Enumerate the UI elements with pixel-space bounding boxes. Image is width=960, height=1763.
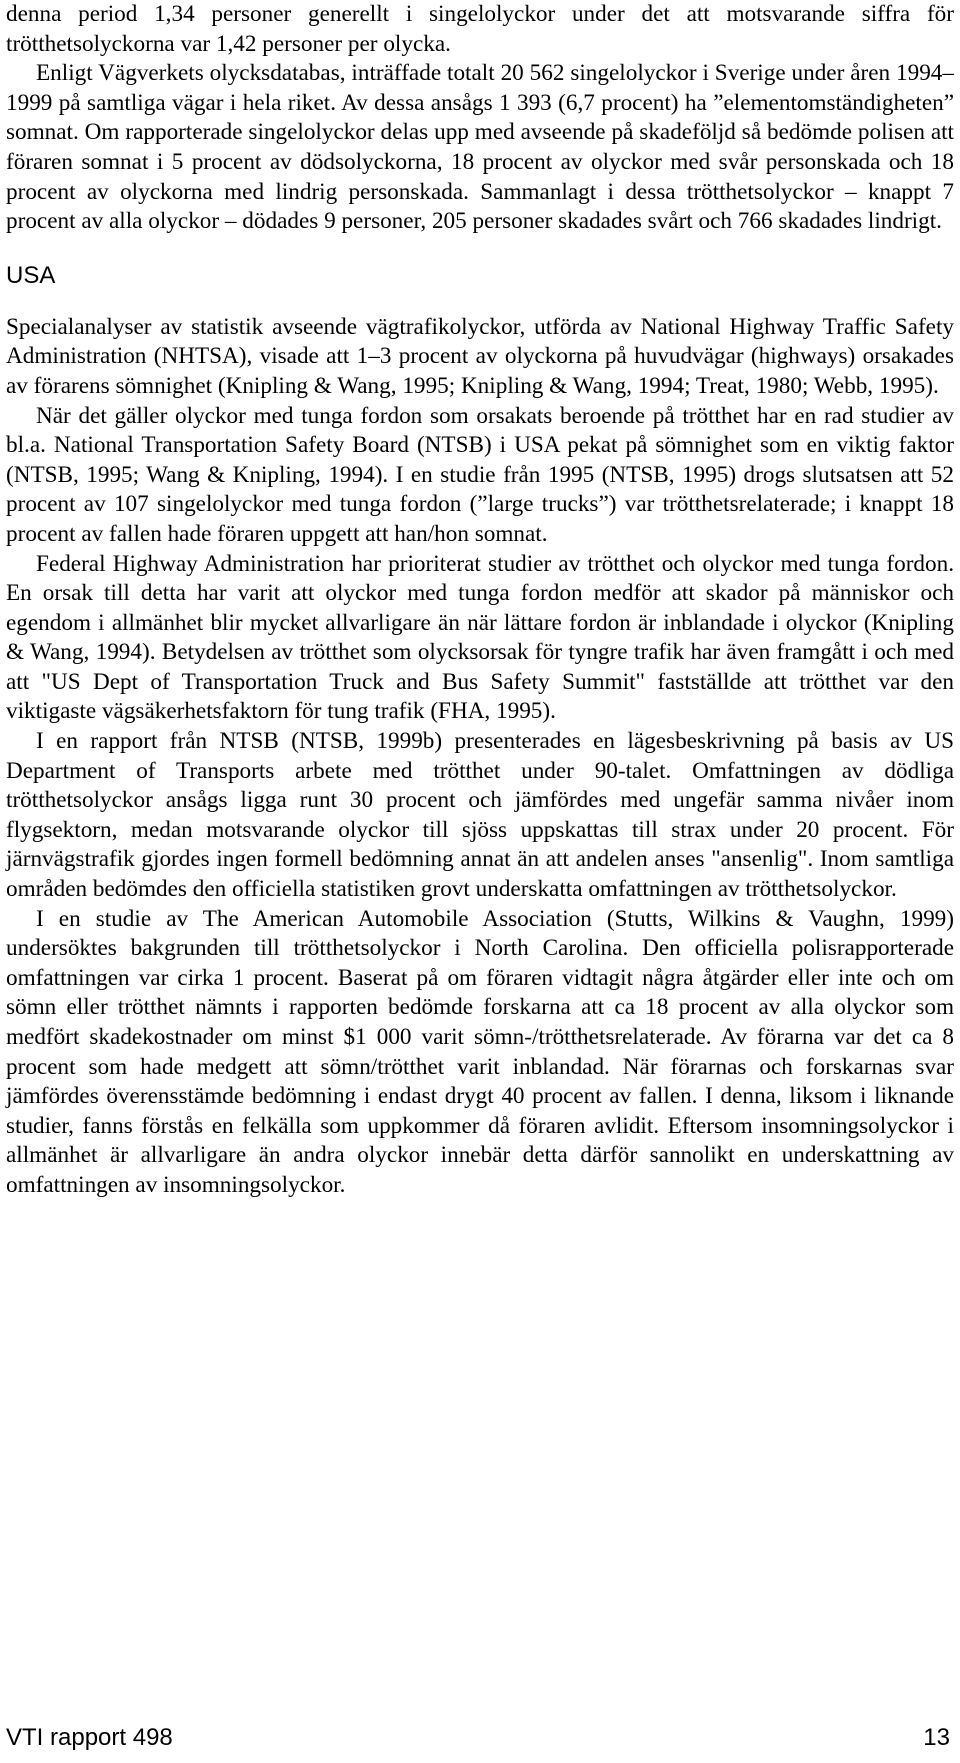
paragraph: När det gäller olyckor med tunga fordon som orsakats beroende på trötthet har en rad studier av bl.a. National Transportation Safety Board (NTSB) i USA pekat på sömnighet som en viktig faktor (NTSB, 1995; Wang & Knipling, 1994). I en studie från 1995 (NTSB, 1995) drogs slutsatsen att 52 procent av 107 singelolyckor med tunga fordon (”large trucks”) var trötthetsrelaterade; i knappt 18 procent av fallen hade föraren uppgett att han/hon somnat. bbox=[6, 402, 954, 547]
report-name: VTI rapport 498 bbox=[6, 1724, 173, 1751]
page-number: 13 bbox=[923, 1724, 950, 1751]
paragraph: Enligt Vägverkets olycksdatabas, inträffade totalt 20 562 singelolyckor i Sverige under åren 1994–1999 på samtliga vägar i hela riket. Av dessa ansågs 1 393 (6,7 procent) ha ”elementomständigheten” somnat. Om rapporterade singelolyckor delas upp med avseende på skadeföljd så bedömde polisen att föraren somnat i 5 procent av dödsolyckorna, 18 procent av olyckor med svår personskada och 18 procent av olyckorna med lindrig personskada. Sammanlagt i dessa trötthetsolyckor – knappt 7 procent av alla olyckor – dödades 9 personer, 205 personer skadades svårt och 766 skadades lindrigt. bbox=[6, 60, 954, 235]
section-heading: USA bbox=[6, 261, 56, 289]
paragraph: I en rapport från NTSB (NTSB, 1999b) presenterades en lägesbeskrivning på basis av US Department of Transports arbete med trötthet under 90-talet. Omfattningen av dödliga trötthetsolyckor ansågs ligga runt 30 procent och jämfördes med ungefär samma nivåer inom flygsektorn, medan motsvarande olyckor till sjöss uppskattas till strax under 20 procent. För järnvägstrafik gjordes ingen formell bedömning annat än att andelen anses "ansenlig". Inom samtliga områden bedömdes den officiella statistiken grovt underskatta omfattningen av trötthetsolyckor. bbox=[6, 728, 954, 903]
document-page bbox=[6, 0, 954, 1201]
paragraph: Specialanalyser av statistik avseende vägtrafikolyckor, utförda av National Highway Traffic Safety Administration (NHTSA), visade att 1–3 procent av olyckorna på huvudvägar (highways) orsakades av förarens sömnighet (Knipling & Wang, 1995; Knipling & Wang, 1994; Treat, 1980; Webb, 1995). bbox=[6, 313, 954, 399]
paragraph: Federal Highway Administration har prioriterat studier av trötthet och olyckor med tunga fordon. En orsak till detta har varit att olyckor med tunga fordon medför att skador på människor och egendom i allmänhet blir mycket allvarligare än när lättare fordon är inblandade i olyckor (Knipling & Wang, 1994). Betydelsen av trötthet som olycksorsak för tyngre trafik har även framgått i och med att "US Dept of Transportation Truck and Bus Safety Summit" fastställde att trötthet var den viktigaste vägsäkerhetsfaktorn för tung trafik (FHA, 1995). bbox=[6, 550, 954, 725]
paragraph: denna period 1,34 personer generellt i singelolyckor under det att motsvarande siffra för trötthetsolyckorna var 1,42 personer per olycka. bbox=[6, 1, 954, 57]
paragraph: I en studie av The American Automobile Association (Stutts, Wilkins & Vaughn, 1999) undersöktes bakgrunden till trötthetsolyckor i North Carolina. Den officiella polisrapporterade omfattningen var cirka 1 procent. Baserat på om föraren vidtagit några åtgärder eller inte och om sömn eller trötthet nämnts i rapporten bedömde forskarna att ca 18 procent av alla olyckor som medfört skadekostnader om minst $1 000 varit sömn-/trötthetsrelaterade. Av förarna var det ca 8 procent som hade medgett att sömn/trötthet varit inblandad. När förarnas och forskarnas svar jämfördes överensstämde bedömning i endast drygt 40 procent av fallen. I denna, liksom i liknande studier, fanns förstås en felkälla som uppkommer då föraren avlidit. Eftersom insomningsolyckor i allmänhet är allvarligare än andra olyckor innebär detta därför sannolikt en underskattning av omfattningen av insomningsolyckor. bbox=[6, 905, 954, 1198]
